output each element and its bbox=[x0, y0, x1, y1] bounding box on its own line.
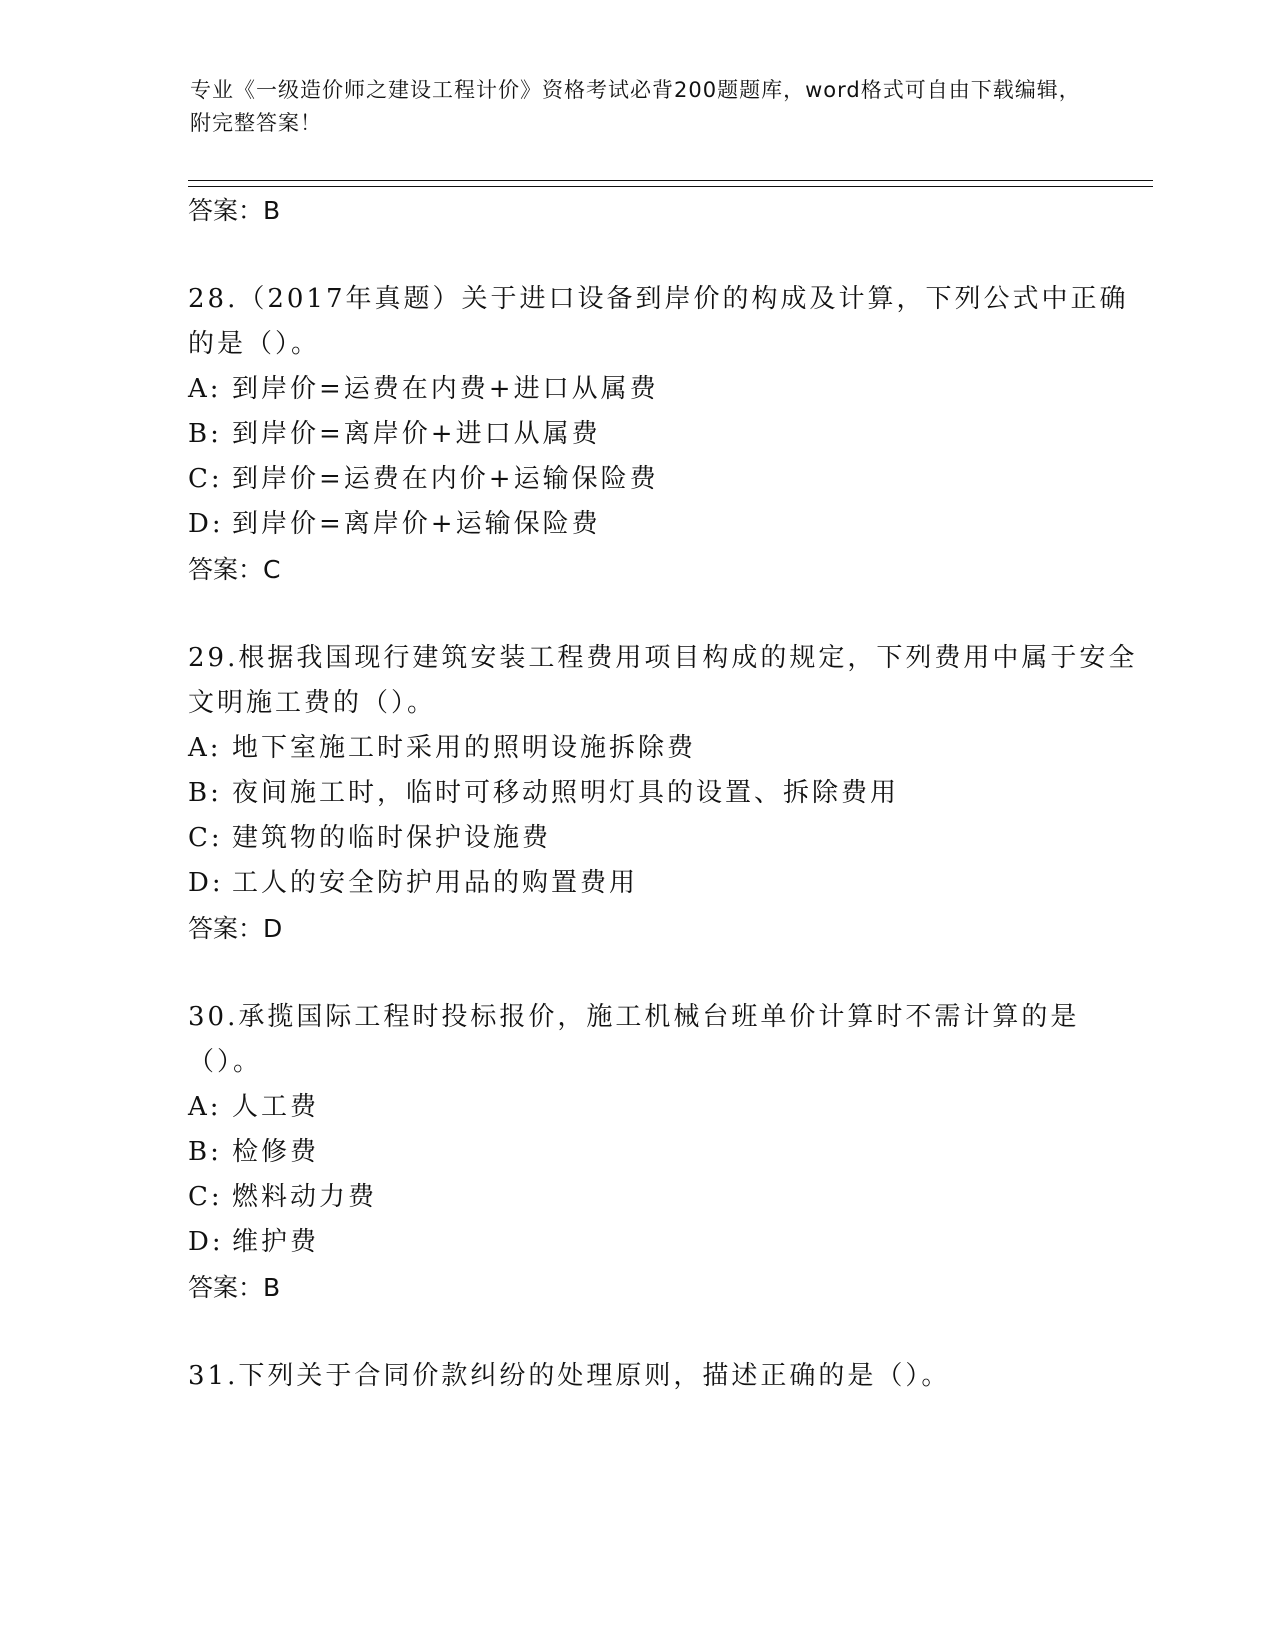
answer-text: 答案：B bbox=[188, 196, 281, 225]
spacer bbox=[188, 951, 1148, 995]
page-header: 专业《一级造价师之建设工程计价》资格考试必背200题题库，word格式可自由下载编辑，附完整答案！ bbox=[190, 78, 1081, 135]
option-b bbox=[188, 1130, 1148, 1175]
spacer bbox=[188, 1310, 1148, 1354]
option-text: 地下室施工时采用的照明设施拆除费 bbox=[232, 733, 697, 763]
option-key: C: bbox=[188, 823, 223, 853]
option-text: 到岸价=离岸价+进口从属费 bbox=[232, 419, 601, 449]
option-d bbox=[188, 861, 1148, 906]
question-31 bbox=[188, 1354, 1148, 1399]
question-stem: 29.根据我国现行建筑安装工程费用项目构成的规定，下列费用中属于安全文明施工费的（）。 bbox=[188, 643, 1138, 718]
option-key: A: bbox=[188, 374, 222, 404]
option-text: 到岸价=运费在内价+运输保险费 bbox=[232, 464, 659, 494]
option-key: C: bbox=[188, 1182, 223, 1212]
option-text: 到岸价=运费在内费+进口从属费 bbox=[232, 374, 659, 404]
option-key: D: bbox=[188, 1227, 224, 1257]
option-a bbox=[188, 367, 1148, 412]
question-29 bbox=[188, 636, 1148, 951]
spacer bbox=[188, 233, 1148, 277]
option-d bbox=[188, 502, 1148, 547]
option-key: A: bbox=[188, 1092, 222, 1122]
option-text: 建筑物的临时保护设施费 bbox=[232, 823, 552, 853]
option-key: D: bbox=[188, 509, 224, 539]
option-c bbox=[188, 457, 1148, 502]
option-text: 人工费 bbox=[232, 1092, 320, 1122]
option-a bbox=[188, 726, 1148, 771]
option-text: 维护费 bbox=[232, 1227, 320, 1257]
option-c bbox=[188, 1175, 1148, 1220]
question-stem: 30.承揽国际工程时投标报价，施工机械台班单价计算时不需计算的是（）。 bbox=[188, 1002, 1080, 1077]
option-c bbox=[188, 816, 1148, 861]
option-key: A: bbox=[188, 733, 222, 763]
header-divider bbox=[188, 180, 1153, 187]
option-key: C: bbox=[188, 464, 223, 494]
option-key: B: bbox=[188, 778, 222, 808]
answer-text: 答案：C bbox=[188, 555, 281, 584]
question-stem: 31.下列关于合同价款纠纷的处理原则，描述正确的是（）。 bbox=[188, 1361, 951, 1391]
option-b bbox=[188, 412, 1148, 457]
question-30 bbox=[188, 995, 1148, 1310]
answer-text: 答案：B bbox=[188, 1273, 281, 1302]
option-text: 检修费 bbox=[232, 1137, 320, 1167]
option-a bbox=[188, 1085, 1148, 1130]
option-key: B: bbox=[188, 419, 222, 449]
question-28 bbox=[188, 277, 1148, 592]
option-text: 燃料动力费 bbox=[232, 1182, 378, 1212]
option-text: 夜间施工时，临时可移动照明灯具的设置、拆除费用 bbox=[232, 778, 900, 808]
option-key: D: bbox=[188, 868, 224, 898]
option-b bbox=[188, 771, 1148, 816]
question-stem: 28.（2017年真题）关于进口设备到岸价的构成及计算，下列公式中正确的是（）。 bbox=[188, 284, 1129, 359]
option-text: 到岸价=离岸价+运输保险费 bbox=[232, 509, 601, 539]
question-list bbox=[188, 188, 1148, 1399]
spacer bbox=[188, 592, 1148, 636]
option-key: B: bbox=[188, 1137, 222, 1167]
option-text: 工人的安全防护用品的购置费用 bbox=[232, 868, 639, 898]
option-d bbox=[188, 1220, 1148, 1265]
answer-text: 答案：D bbox=[188, 914, 283, 943]
